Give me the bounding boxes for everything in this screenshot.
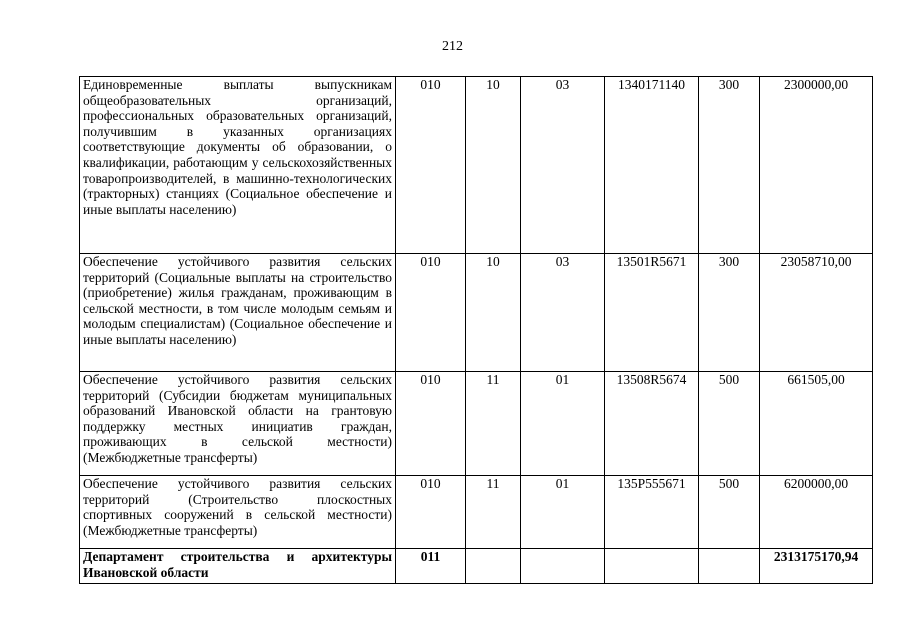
table-row: [80, 372, 873, 476]
ministry-code: 011: [396, 549, 466, 584]
expense-type-code: 300: [699, 77, 760, 254]
amount: 23058710,00: [760, 254, 873, 372]
target-article-code: 13508R5674: [605, 372, 699, 476]
section-code: 10: [466, 254, 521, 372]
section-code: 11: [466, 476, 521, 549]
expense-type-code: 300: [699, 254, 760, 372]
row-name: Единовременные выплаты выпускникам общеобразовательных организаций, профессиональных образовательных организаций, получившим в указанных организациях соответствующие документы об образовании, о квалификации, работающим у сельскохозяйственных товаропроизводителей, в машинно-технологических (тракторных) станциях (Социальное обеспечение и иные выплаты населению): [80, 77, 396, 254]
table-row: [80, 476, 873, 549]
department-name: Департамент строительства и архитектуры Ивановской области: [80, 549, 396, 584]
subsection-code: [521, 549, 605, 584]
target-article-code: [605, 549, 699, 584]
department-row: [80, 549, 873, 584]
expense-type-code: [699, 549, 760, 584]
amount: 6200000,00: [760, 476, 873, 549]
table-row: [80, 254, 873, 372]
ministry-code: 010: [396, 254, 466, 372]
department-total-amount: 2313175170,94: [760, 549, 873, 584]
subsection-code: 01: [521, 476, 605, 549]
target-article-code: 135P555671: [605, 476, 699, 549]
target-article-code: 13501R5671: [605, 254, 699, 372]
amount: 661505,00: [760, 372, 873, 476]
section-code: 10: [466, 77, 521, 254]
ministry-code: 010: [396, 77, 466, 254]
budget-table: [79, 76, 873, 584]
row-name: Обеспечение устойчивого развития сельских территорий (Субсидии бюджетам муниципальных образований Ивановской области на грантовую поддержку местных инициатив граждан, проживающих в сельской местности) (Межбюджетные трансферты): [80, 372, 396, 476]
section-code: [466, 549, 521, 584]
page-number: 212: [442, 39, 463, 54]
row-name: Обеспечение устойчивого развития сельских территорий (Социальные выплаты на строительство (приобретение) жилья гражданам, проживающим в сельской местности, в том числе молодым семьям и молодым специалистам) (Социальное обеспечение и иные выплаты населению): [80, 254, 396, 372]
expense-type-code: 500: [699, 476, 760, 549]
table-row: [80, 77, 873, 254]
expense-type-code: 500: [699, 372, 760, 476]
subsection-code: 03: [521, 254, 605, 372]
target-article-code: 1340171140: [605, 77, 699, 254]
amount: 2300000,00: [760, 77, 873, 254]
ministry-code: 010: [396, 372, 466, 476]
subsection-code: 03: [521, 77, 605, 254]
ministry-code: 010: [396, 476, 466, 549]
section-code: 11: [466, 372, 521, 476]
row-name: Обеспечение устойчивого развития сельских территорий (Строительство плоскостных спортивных сооружений в сельской местности) (Межбюджетные трансферты): [80, 476, 396, 549]
subsection-code: 01: [521, 372, 605, 476]
